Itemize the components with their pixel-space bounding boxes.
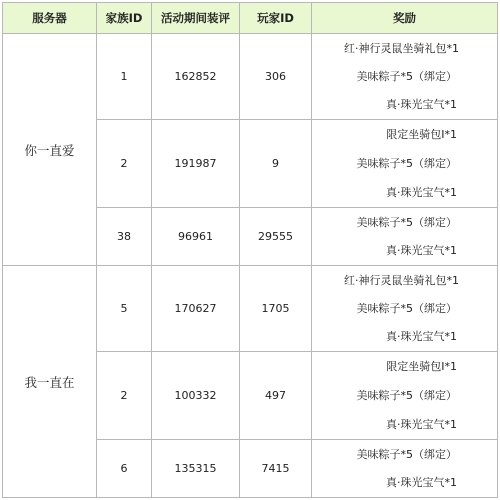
score-cell: 100332 bbox=[152, 352, 240, 440]
reward-item: 真·珠光宝气*1 bbox=[386, 243, 457, 257]
header-reward: 奖励 bbox=[312, 3, 498, 34]
reward-item: 红·神行灵鼠坐骑礼包*1 bbox=[344, 273, 459, 287]
table-row bbox=[3, 34, 498, 120]
reward-cell bbox=[312, 266, 498, 352]
header-server: 服务器 bbox=[3, 3, 97, 34]
reward-item: 美味粽子*5（绑定） bbox=[356, 389, 457, 402]
reward-cell bbox=[312, 440, 498, 498]
header-score: 活动期间装评 bbox=[152, 3, 240, 34]
player-id-cell: 1705 bbox=[240, 266, 312, 352]
table-body bbox=[3, 34, 498, 498]
header-row bbox=[3, 3, 498, 34]
header-family-id: 家族ID bbox=[97, 3, 152, 34]
reward-item: 真·珠光宝气*1 bbox=[386, 418, 457, 431]
reward-item: 美味粽子*5（绑定） bbox=[356, 157, 457, 170]
player-id-cell: 9 bbox=[240, 120, 312, 208]
family-id-cell: 1 bbox=[97, 34, 152, 120]
family-id-cell: 2 bbox=[97, 120, 152, 208]
score-cell: 170627 bbox=[152, 266, 240, 352]
reward-item: 限定坐骑包I*1 bbox=[386, 360, 457, 373]
reward-item: 美味粽子*5（绑定） bbox=[356, 215, 457, 229]
reward-cell bbox=[312, 120, 498, 208]
family-id-cell: 2 bbox=[97, 352, 152, 440]
player-id-cell: 7415 bbox=[240, 440, 312, 498]
reward-item: 美味粽子*5（绑定） bbox=[356, 301, 457, 315]
reward-item: 真·珠光宝气*1 bbox=[386, 186, 457, 199]
reward-item: 红·神行灵鼠坐骑礼包*1 bbox=[344, 41, 459, 55]
server-name: 我一直在 bbox=[3, 266, 97, 498]
score-cell: 162852 bbox=[152, 34, 240, 120]
reward-cell bbox=[312, 352, 498, 440]
player-id-cell: 497 bbox=[240, 352, 312, 440]
reward-item: 美味粽子*5（绑定） bbox=[356, 447, 457, 461]
reward-item: 真·珠光宝气*1 bbox=[386, 329, 457, 343]
score-cell: 191987 bbox=[152, 120, 240, 208]
reward-item: 美味粽子*5（绑定） bbox=[356, 69, 457, 83]
player-id-cell: 306 bbox=[240, 34, 312, 120]
family-id-cell: 38 bbox=[97, 208, 152, 266]
reward-cell bbox=[312, 34, 498, 120]
server-name: 你一直爱 bbox=[3, 34, 97, 266]
reward-table bbox=[2, 2, 498, 498]
score-cell: 135315 bbox=[152, 440, 240, 498]
score-cell: 96961 bbox=[152, 208, 240, 266]
family-id-cell: 5 bbox=[97, 266, 152, 352]
reward-item: 限定坐骑包I*1 bbox=[386, 128, 457, 141]
reward-table-container bbox=[2, 2, 497, 497]
header-player-id: 玩家ID bbox=[240, 3, 312, 34]
reward-item: 真·珠光宝气*1 bbox=[386, 97, 457, 111]
table-row bbox=[3, 266, 498, 352]
reward-cell bbox=[312, 208, 498, 266]
player-id-cell: 29555 bbox=[240, 208, 312, 266]
family-id-cell: 6 bbox=[97, 440, 152, 498]
reward-item: 真·珠光宝气*1 bbox=[386, 475, 457, 489]
